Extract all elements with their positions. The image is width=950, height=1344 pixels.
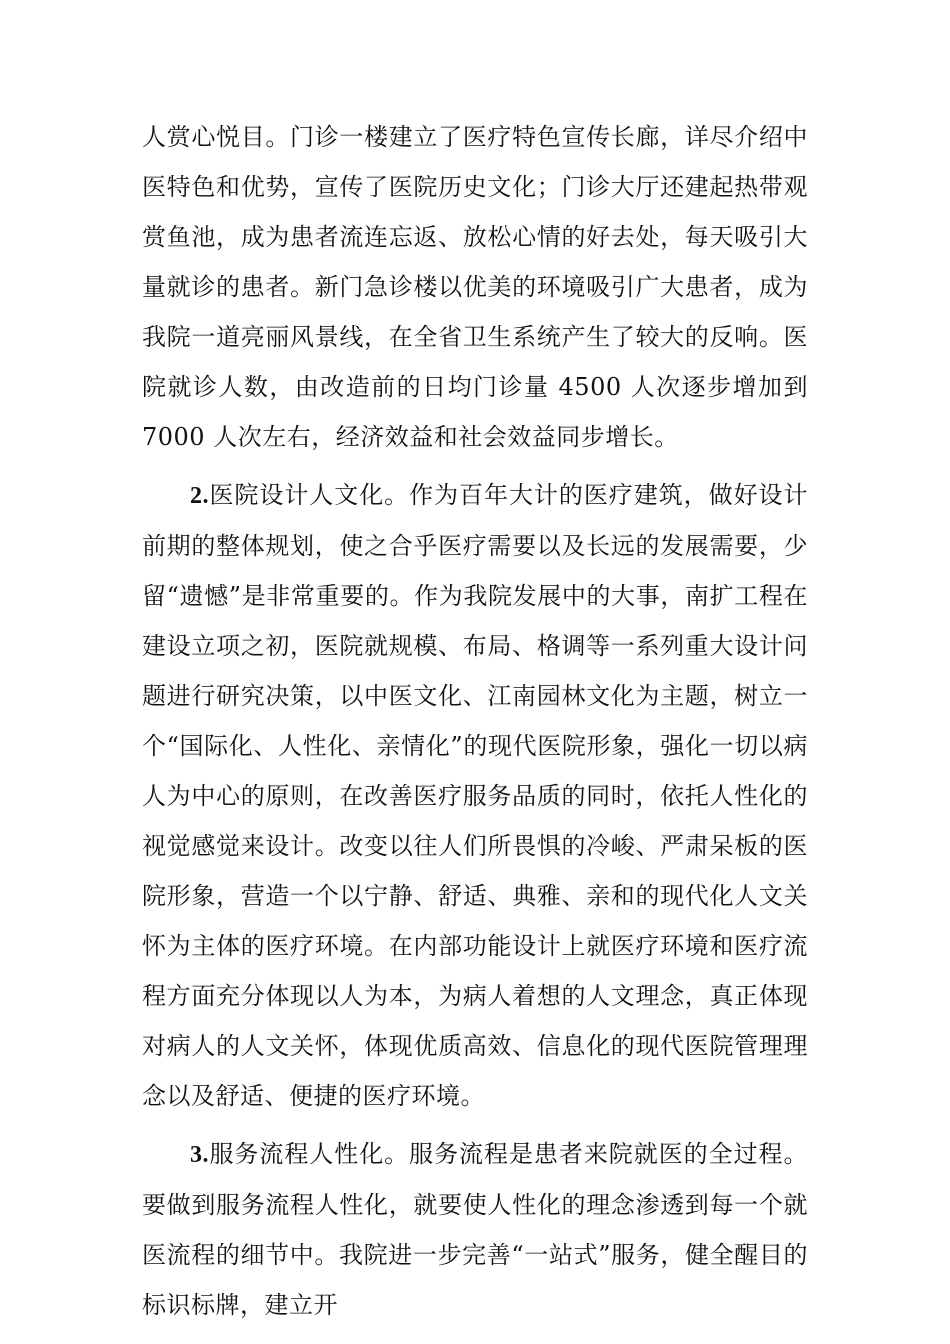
paragraph-2-number: 2. <box>190 483 209 509</box>
paragraph-3-text: 服务流程人性化。服务流程是患者来院就医的全过程。要做到服务流程人性化，就要使人性化的理念渗透到每一个就医流程的细节中。我院进一步完善“一站式”服务，健全醒目的标识标牌，建立开 <box>142 1140 808 1319</box>
paragraph-2 <box>142 470 808 1121</box>
paragraph-1-text: 人赏心悦目。门诊一楼建立了医疗特色宣传长廊，详尽介绍中医特色和优势，宣传了医院历史文化；门诊大厅还建起热带观赏鱼池，成为患者流连忘返、放松心情的好去处，每天吸引大量就诊的患者。新门急诊楼以优美的环境吸引广大患者，成为我院一道亮丽风景线，在全省卫生系统产生了较大的反响。医院就诊人数，由改造前的日均门诊量 4500 人次逐步增加到 7000 人次左右，经济效益和社会效益同步增长。 <box>142 123 808 451</box>
paragraph-3-number: 3. <box>190 1142 209 1168</box>
paragraph-3 <box>142 1129 808 1330</box>
paragraph-2-text: 医院设计人文化。作为百年大计的医疗建筑，做好设计前期的整体规划，使之合乎医疗需要以及长远的发展需要，少留“遗憾”是非常重要的。作为我院发展中的大事，南扩工程在建设立项之初，医院就规模、布局、格调等一系列重大设计问题进行研究决策，以中医文化、江南园林文化为主题，树立一个“国际化、人性化、亲情化”的现代医院形象，强化一切以病人为中心的原则，在改善医疗服务品质的同时，依托人性化的视觉感觉来设计。改变以往人们所畏惧的冷峻、严肃呆板的医院形象，营造一个以宁静、舒适、典雅、亲和的现代化人文关怀为主体的医疗环境。在内部功能设计上就医疗环境和医疗流程方面充分体现以人为本，为病人着想的人文理念，真正体现对病人的人文关怀，体现优质高效、信息化的现代医院管理理念以及舒适、便捷的医疗环境。 <box>142 481 808 1110</box>
paragraph-1 <box>142 112 808 462</box>
document-body <box>142 112 808 1338</box>
